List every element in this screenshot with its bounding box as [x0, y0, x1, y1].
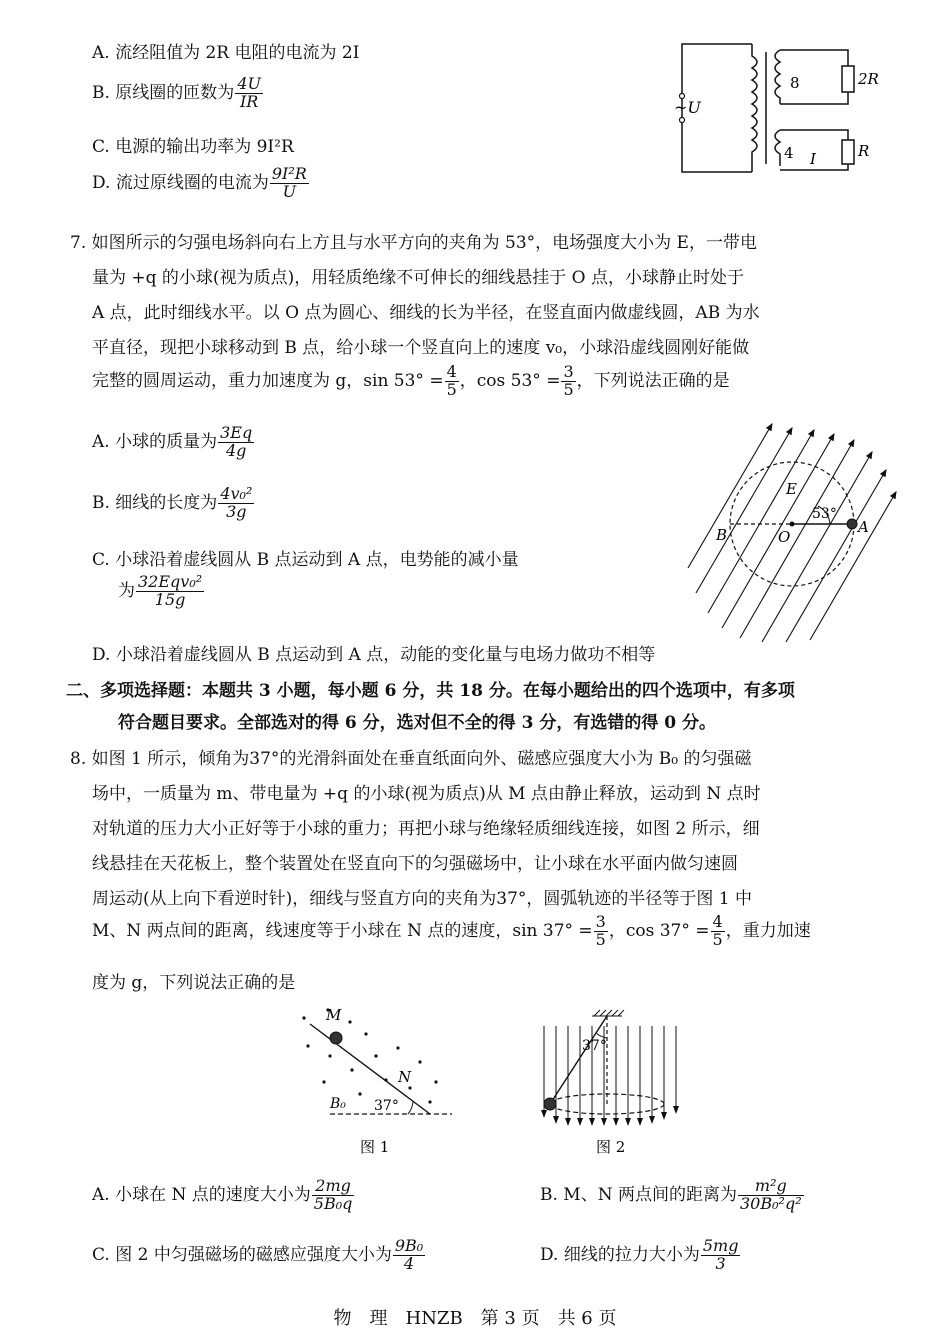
fraction-denominator: 5 [595, 929, 606, 949]
angle-label-37-fig1: 37° [374, 1098, 399, 1114]
q6-option-d [92, 166, 310, 201]
fraction-denominator: 3g [226, 501, 247, 521]
fraction-numerator: 2mg [312, 1178, 355, 1196]
figure-2-conical-pendulum-diagram [530, 1006, 690, 1163]
q8-line-2: 场中，一质量为 m、带电量为 +q 的小球(视为质点)从 M 点由静止释放，运动到 N 点时 [92, 784, 761, 804]
q7-line-4: 平直径，现把小球移动到 B 点，给小球一个竖直向上的速度 v₀，小球沿虚线圆刚好能做 [92, 338, 750, 358]
fraction-numerator: 3 [563, 362, 574, 381]
q6-option-d-fraction [270, 166, 309, 201]
turns-label-4: 4 [784, 144, 794, 162]
q7-option-c-fraction [136, 574, 204, 609]
fraction-denominator: 3 [715, 1253, 726, 1273]
fraction-numerator: 3 [595, 912, 606, 931]
q7-cos-fraction [561, 364, 575, 399]
q8-option-a-text: A. 小球在 N 点的速度大小为 [92, 1184, 311, 1205]
q7-sin-fraction [445, 364, 459, 399]
fraction-numerator: m²g [738, 1178, 804, 1196]
q8-line-3: 对轨道的压力大小正好等于小球的重力；再把小球与绝缘轻质细线连接，如图 2 所示，细 [92, 819, 760, 839]
q7-option-b [92, 486, 255, 521]
resistor-label-r: R [858, 142, 870, 160]
resistor-label-2r: 2R [858, 70, 879, 88]
q8-line-6-text-c: ，重力加速 [725, 920, 811, 941]
field-label-b0: B₀ [330, 1096, 346, 1112]
q8-option-a [92, 1178, 355, 1213]
q8-line-7: 度为 g，下列说法正确的是 [92, 973, 296, 993]
q7-option-c-line-1: C. 小球沿着虚线圆从 B 点运动到 A 点，电势能的减小量 [92, 550, 519, 570]
q6-option-b-fraction [235, 76, 263, 111]
q6-option-a: A. 流经阻值为 2R 电阻的电流为 2I [92, 43, 360, 63]
fraction-denominator: U [282, 181, 297, 201]
q8-line-5: 周运动(从上向下看逆时针)，细线与竖直方向的夹角为37°，圆弧轨迹的半径等于图 1 中 [92, 889, 753, 909]
fraction-numerator: 5mg [702, 1236, 739, 1255]
q7-option-c-text: 为 [118, 580, 135, 601]
q7-option-a-text: A. 小球的质量为 [92, 431, 218, 452]
fraction-numerator: 9I²R [271, 164, 307, 183]
point-label-m: M [326, 1006, 342, 1024]
fraction-numerator: 4U [237, 74, 261, 93]
angle-label-53: 53° [812, 506, 837, 522]
fraction-denominator: 5 [563, 379, 574, 399]
fraction-numerator: 3Eq [220, 423, 253, 442]
page-footer: 物 理 HNZB 第 3 页 共 6 页 [333, 1308, 617, 1329]
fraction-numerator: 4 [446, 362, 457, 381]
q8-line-6-text-a: M、N 两点间的距离，线速度等于小球在 N 点的速度，sin 37° = [92, 920, 593, 941]
fraction-numerator: 9B₀ [394, 1236, 424, 1255]
figure-1-caption: 图 1 [360, 1138, 390, 1156]
point-label-n: N [398, 1068, 412, 1086]
field-label-e: E [786, 480, 797, 498]
q8-option-b [540, 1178, 805, 1213]
fraction-numerator: 4 [712, 912, 723, 931]
q8-option-c-text: C. 图 2 中匀强磁场的磁感应强度大小为 [92, 1244, 392, 1265]
point-label-b: B [716, 526, 728, 544]
q6-option-b [92, 76, 264, 111]
q7-line-5-text-c: ，下列说法正确的是 [576, 370, 730, 391]
q6-option-d-text: D. 流过原线圈的电流为 [92, 172, 269, 193]
q8-option-b-fraction [738, 1178, 804, 1213]
fraction-denominator: 30B₀²q² [740, 1193, 802, 1213]
q8-option-d-text: D. 细线的拉力大小为 [540, 1244, 700, 1265]
q8-line-6-text-b: ，cos 37° = [608, 920, 710, 941]
q7-line-5-text-a: 完整的圆周运动，重力加速度为 g，sin 53° = [92, 370, 444, 391]
q7-line-5-text-b: ，cos 53° = [459, 370, 561, 391]
fraction-denominator: 4 [403, 1253, 415, 1273]
q7-option-b-fraction [218, 486, 254, 521]
q8-option-c [92, 1238, 426, 1273]
q6-option-c: C. 电源的输出功率为 9I²R [92, 137, 294, 157]
q8-line-1: 8. 如图 1 所示，倾角为37°的光滑斜面处在垂直纸面向外、磁感应强度大小为 B₀ 的匀强磁 [70, 749, 752, 769]
q8-option-c-fraction [393, 1238, 425, 1273]
q6-option-b-text: B. 原线圈的匝数为 [92, 82, 235, 103]
q7-option-c-line-2 [118, 574, 205, 609]
q7-option-a [92, 425, 255, 460]
q7-option-d: D. 小球沿着虚线圆从 B 点运动到 A 点，动能的变化量与电场力做功不相等 [92, 645, 656, 665]
electric-field-diagram [682, 418, 902, 648]
q7-line-2: 量为 +q 的小球(视为质点)，用轻质绝缘不可伸长的细线悬挂于 O 点，小球静止时处于 [92, 268, 744, 288]
fraction-numerator: 4v₀² [220, 484, 253, 503]
turns-label-8: 8 [790, 74, 800, 92]
fraction-denominator: 4g [225, 440, 247, 460]
q7-option-a-fraction [218, 425, 254, 460]
fraction-denominator: 15g [154, 589, 186, 609]
fraction-denominator: 5B₀q [313, 1193, 353, 1213]
transformer-diagram [670, 36, 890, 186]
figure-1-incline-diagram [290, 998, 470, 1163]
q8-line-4: 线悬挂在天花板上，整个装置处在竖直向下的匀强磁场中，让小球在水平面内做匀速圆 [92, 854, 738, 874]
fraction-denominator: 5 [446, 379, 457, 399]
figure-2-caption: 图 2 [596, 1138, 626, 1156]
q8-cos-fraction [711, 914, 725, 949]
q8-line-6 [92, 914, 811, 949]
source-label: ~U [674, 98, 701, 117]
q8-option-b-text: B. M、N 两点间的距离为 [540, 1184, 737, 1205]
q7-line-1: 7. 如图所示的匀强电场斜向右上方且与水平方向的夹角为 53°，电场强度大小为 E，一带电 [70, 233, 757, 253]
fraction-denominator: 5 [712, 929, 723, 949]
q8-sin-fraction [594, 914, 608, 949]
fraction-denominator: IR [239, 91, 259, 111]
q8-option-a-fraction [312, 1178, 355, 1213]
q7-line-5 [92, 364, 730, 399]
q8-option-d-fraction [701, 1238, 741, 1273]
fraction-numerator: 32Eqv₀² [138, 572, 203, 591]
current-label: I [810, 150, 816, 168]
point-label-a: A [858, 518, 869, 536]
section-2-heading-line-1: 二、多项选择题：本题共 3 小题，每小题 6 分，共 18 分。在每小题给出的四个选项中，有多项 [66, 681, 795, 701]
q8-option-d [540, 1238, 741, 1273]
angle-label-37-fig2: 37° [582, 1038, 607, 1054]
q7-line-3: A 点，此时细线水平。以 O 点为圆心、细线的长为半径，在竖直面内做虚线圆，AB 为水 [92, 303, 760, 323]
point-label-o: O [778, 528, 791, 546]
q7-option-b-text: B. 细线的长度为 [92, 492, 218, 513]
section-2-heading-line-2: 符合题目要求。全部选对的得 6 分，选对但不全的得 3 分，有选错的得 0 分。 [118, 713, 716, 733]
